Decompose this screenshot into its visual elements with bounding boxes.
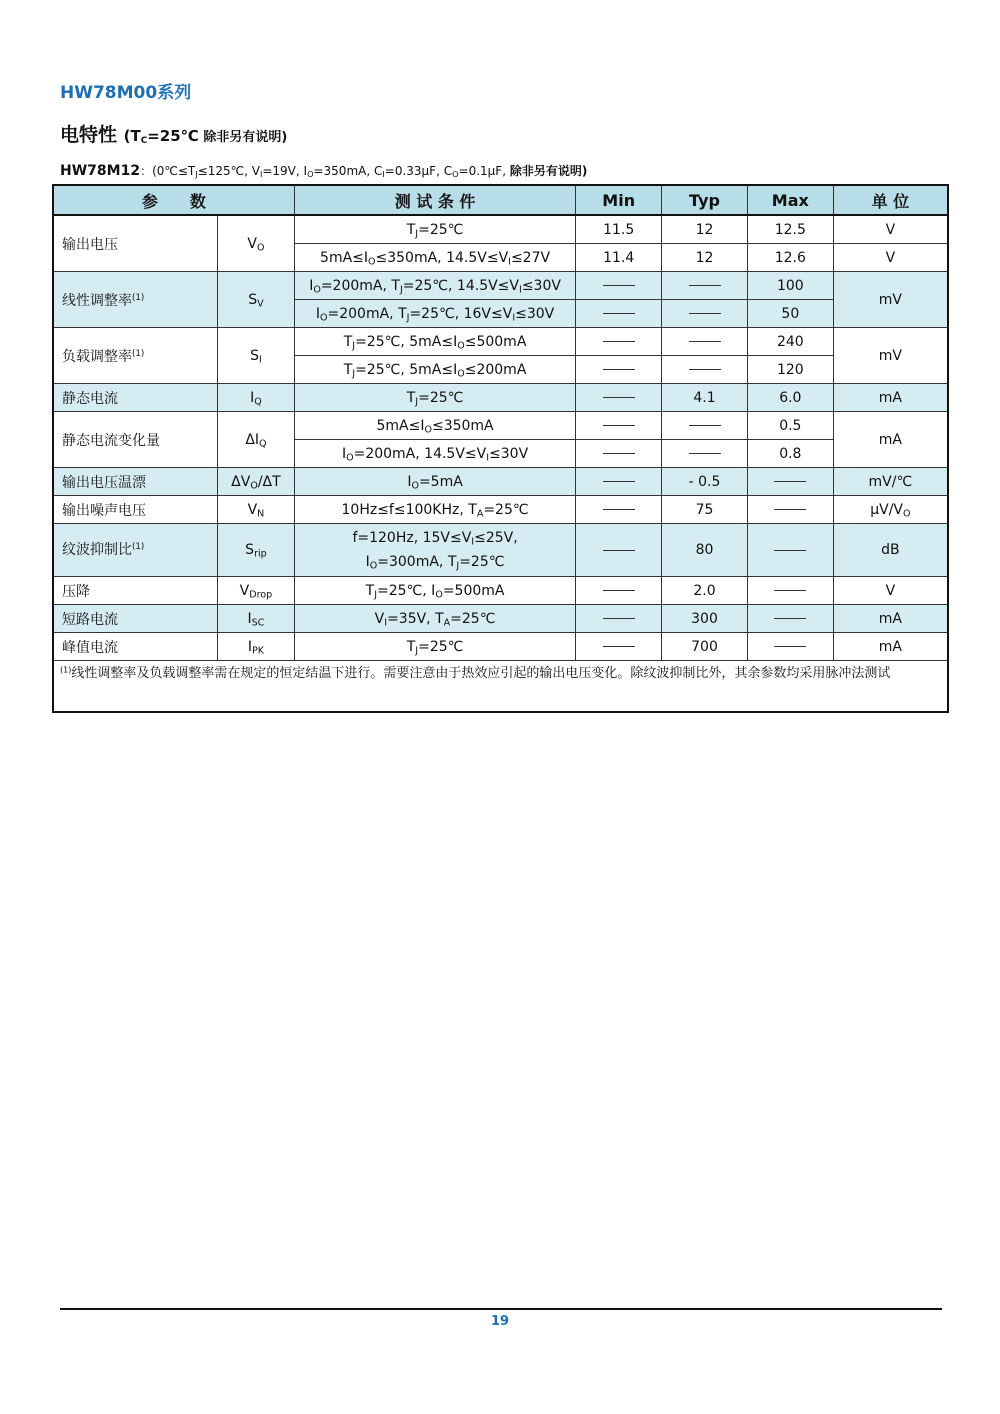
param-symbol: $I_{SC}$ bbox=[218, 605, 295, 633]
not-specified-dash bbox=[603, 453, 635, 454]
param-name: 短路电流 bbox=[53, 605, 218, 633]
param-name: 静态电流 bbox=[53, 384, 218, 412]
unit: mV/℃ bbox=[833, 468, 948, 496]
header-min: Min bbox=[576, 185, 662, 215]
unit: mV bbox=[833, 328, 948, 384]
not-specified-dash bbox=[603, 341, 635, 342]
param-symbol: $V_{Drop}$ bbox=[218, 577, 295, 605]
not-specified-dash bbox=[603, 590, 635, 591]
unit: mA bbox=[833, 412, 948, 468]
value-typ: 12 bbox=[662, 215, 748, 244]
value-min bbox=[576, 524, 662, 577]
test-conditions: ($0℃\le T_J\le 125℃$, $V_I=19V$, $I_O=350mA$, $C_I=0.33\mu F$, $C_O=0.1\mu F$, bbox=[152, 164, 510, 180]
unit: mV bbox=[833, 272, 948, 328]
value-max bbox=[747, 633, 833, 661]
test-condition bbox=[294, 524, 575, 577]
unit: dB bbox=[833, 524, 948, 577]
unit: mA bbox=[833, 605, 948, 633]
value-max bbox=[747, 605, 833, 633]
param-symbol: $\Delta I_Q$ bbox=[218, 412, 295, 468]
not-specified-dash bbox=[603, 425, 635, 426]
not-specified-dash bbox=[603, 397, 635, 398]
electrical-characteristics-table bbox=[52, 184, 949, 713]
not-specified-dash bbox=[689, 285, 721, 286]
test-condition: $T_J=25℃$, $5mA\le I_O\le 500mA$ bbox=[294, 328, 575, 356]
value-typ bbox=[662, 440, 748, 468]
value-min bbox=[576, 440, 662, 468]
table-row bbox=[53, 272, 948, 300]
value-min bbox=[576, 356, 662, 384]
test-condition: $I_O=200mA$, $T_J=25℃$, $16V\le V_I\le 30V$ bbox=[294, 300, 575, 328]
table-row bbox=[53, 215, 948, 244]
not-specified-dash bbox=[603, 550, 635, 551]
param-symbol: $V_N$ bbox=[218, 496, 295, 524]
test-condition: $I_O=5mA$ bbox=[294, 468, 575, 496]
param-symbol: $S_I$ bbox=[218, 328, 295, 384]
param-symbol: $S_V$ bbox=[218, 272, 295, 328]
table-row bbox=[53, 496, 948, 524]
value-typ: - 0.5 bbox=[662, 468, 748, 496]
test-condition: $I_O=200mA$, $T_J=25℃$, $14.5V\le V_I\le 30V$ bbox=[294, 272, 575, 300]
test-condition: $T_J=25℃$, $5mA\le I_O\le 200mA$ bbox=[294, 356, 575, 384]
param-symbol: $I_Q$ bbox=[218, 384, 295, 412]
not-specified-dash bbox=[774, 550, 806, 551]
value-max: 6.0 bbox=[747, 384, 833, 412]
not-specified-dash bbox=[689, 313, 721, 314]
value-max: 120 bbox=[747, 356, 833, 384]
value-typ bbox=[662, 328, 748, 356]
value-max: 50 bbox=[747, 300, 833, 328]
not-specified-dash bbox=[689, 369, 721, 370]
header-max: Max bbox=[747, 185, 833, 215]
param-name: 输出噪声电压 bbox=[53, 496, 218, 524]
not-specified-dash bbox=[603, 285, 635, 286]
value-min bbox=[576, 412, 662, 440]
value-min: 11.5 bbox=[576, 215, 662, 244]
value-typ: 12 bbox=[662, 244, 748, 272]
section-title bbox=[60, 120, 287, 147]
value-min bbox=[576, 300, 662, 328]
value-typ bbox=[662, 272, 748, 300]
not-specified-dash bbox=[689, 341, 721, 342]
unit: mA bbox=[833, 633, 948, 661]
test-condition: 10Hz≤f≤100KHz, $T_A=25℃$ bbox=[294, 496, 575, 524]
table-row bbox=[53, 524, 948, 577]
param-name: 线性调整率$^{(1)}$ bbox=[53, 272, 218, 328]
value-max: 0.8 bbox=[747, 440, 833, 468]
test-condition: $5mA\le I_O\le 350mA$ bbox=[294, 412, 575, 440]
not-specified-dash bbox=[603, 646, 635, 647]
not-specified-dash bbox=[689, 453, 721, 454]
header-condition: 测 试 条 件 bbox=[294, 185, 575, 215]
not-specified-dash bbox=[774, 618, 806, 619]
param-name: 峰值电流 bbox=[53, 633, 218, 661]
value-min bbox=[576, 605, 662, 633]
value-max bbox=[747, 524, 833, 577]
table-row bbox=[53, 384, 948, 412]
table-row bbox=[53, 633, 948, 661]
unit: $\mu V/V_O$ bbox=[833, 496, 948, 524]
value-max: 12.6 bbox=[747, 244, 833, 272]
footnote: $^{(1)}$线性调整率及负载调整率需在规定的恒定结温下进行。需要注意由于热效应引起的输出电压变化。除纹波抑制比外，其余参数均采用脉冲法测试 bbox=[53, 661, 948, 713]
not-specified-dash bbox=[774, 509, 806, 510]
not-specified-dash bbox=[603, 618, 635, 619]
test-condition: $T_J=25℃$ bbox=[294, 215, 575, 244]
not-specified-dash bbox=[774, 646, 806, 647]
not-specified-dash bbox=[603, 481, 635, 482]
value-min bbox=[576, 468, 662, 496]
value-typ: 700 bbox=[662, 633, 748, 661]
footer-divider bbox=[60, 1308, 942, 1310]
table-body bbox=[53, 215, 948, 712]
series-title: HW78M00系列 bbox=[60, 83, 192, 103]
header-typ: Typ bbox=[662, 185, 748, 215]
test-condition: $T_J=25℃$ bbox=[294, 384, 575, 412]
test-condition: $5mA\le I_O\le 350mA$, $14.5V\le V_I\le 27V$ bbox=[294, 244, 575, 272]
param-name: 压降 bbox=[53, 577, 218, 605]
value-min bbox=[576, 328, 662, 356]
value-max: 240 bbox=[747, 328, 833, 356]
test-condition: $T_J=25℃$ bbox=[294, 633, 575, 661]
param-name: 静态电流变化量 bbox=[53, 412, 218, 468]
value-min bbox=[576, 577, 662, 605]
value-min bbox=[576, 496, 662, 524]
header-unit: 单 位 bbox=[833, 185, 948, 215]
value-max: 100 bbox=[747, 272, 833, 300]
unit: V bbox=[833, 244, 948, 272]
test-conditions-line: HW78M12：($0℃\le T_J\le 125℃$, $V_I=19V$, $I_O=350mA$, $C_I=0.33\mu F$, $C_O=0.1\mu F$, 除非另有说明) bbox=[60, 163, 588, 180]
value-typ bbox=[662, 412, 748, 440]
value-typ: 300 bbox=[662, 605, 748, 633]
test-condition-line: $I_O=300mA$, $T_J=25℃$ bbox=[365, 554, 505, 572]
value-typ: 75 bbox=[662, 496, 748, 524]
value-typ bbox=[662, 356, 748, 384]
param-name: 输出电压温漂 bbox=[53, 468, 218, 496]
param-symbol: $I_{PK}$ bbox=[218, 633, 295, 661]
unit: mA bbox=[833, 384, 948, 412]
value-typ: 4.1 bbox=[662, 384, 748, 412]
not-specified-dash bbox=[774, 590, 806, 591]
param-name: 负载调整率$^{(1)}$ bbox=[53, 328, 218, 384]
section-condition: ($T_C=25℃$ 除非另有说明) bbox=[123, 127, 288, 147]
param-name: 纹波抑制比$^{(1)}$ bbox=[53, 524, 218, 577]
not-specified-dash bbox=[774, 481, 806, 482]
test-condition: $I_O=200mA$, $14.5V\le V_I\le 30V$ bbox=[294, 440, 575, 468]
test-conditions-tail: 除非另有说明) bbox=[509, 164, 588, 178]
section-title-text: 电特性 bbox=[60, 124, 118, 146]
not-specified-dash bbox=[689, 425, 721, 426]
param-symbol: $V_O$ bbox=[218, 215, 295, 272]
table-row bbox=[53, 605, 948, 633]
page-number: 19 bbox=[490, 1314, 510, 1329]
param-name: 输出电压 bbox=[53, 215, 218, 272]
table-row bbox=[53, 577, 948, 605]
test-condition-line: f=120Hz, $15V\le V_I\le 25V$, bbox=[352, 530, 518, 548]
value-min bbox=[576, 633, 662, 661]
param-symbol: $\Delta V_O/\Delta T$ bbox=[218, 468, 295, 496]
table-row bbox=[53, 412, 948, 440]
test-condition: $V_I=35V$, $T_A=25℃$ bbox=[294, 605, 575, 633]
value-typ: 2.0 bbox=[662, 577, 748, 605]
value-max bbox=[747, 496, 833, 524]
value-min: 11.4 bbox=[576, 244, 662, 272]
value-typ bbox=[662, 300, 748, 328]
unit: V bbox=[833, 215, 948, 244]
model-name: HW78M12 bbox=[60, 163, 141, 179]
table-row bbox=[53, 468, 948, 496]
test-condition: $T_J=25℃$, $I_O=500mA$ bbox=[294, 577, 575, 605]
not-specified-dash bbox=[603, 509, 635, 510]
value-typ: 80 bbox=[662, 524, 748, 577]
value-max bbox=[747, 468, 833, 496]
header-param: 参 数 bbox=[53, 185, 294, 215]
param-symbol: $S_{rip}$ bbox=[218, 524, 295, 577]
value-min bbox=[576, 384, 662, 412]
value-max: 12.5 bbox=[747, 215, 833, 244]
not-specified-dash bbox=[603, 313, 635, 314]
footnote-row bbox=[53, 661, 948, 713]
value-max: 0.5 bbox=[747, 412, 833, 440]
value-min bbox=[576, 272, 662, 300]
value-max bbox=[747, 577, 833, 605]
table-row bbox=[53, 328, 948, 356]
not-specified-dash bbox=[603, 369, 635, 370]
unit: V bbox=[833, 577, 948, 605]
table-header-row bbox=[53, 185, 948, 215]
